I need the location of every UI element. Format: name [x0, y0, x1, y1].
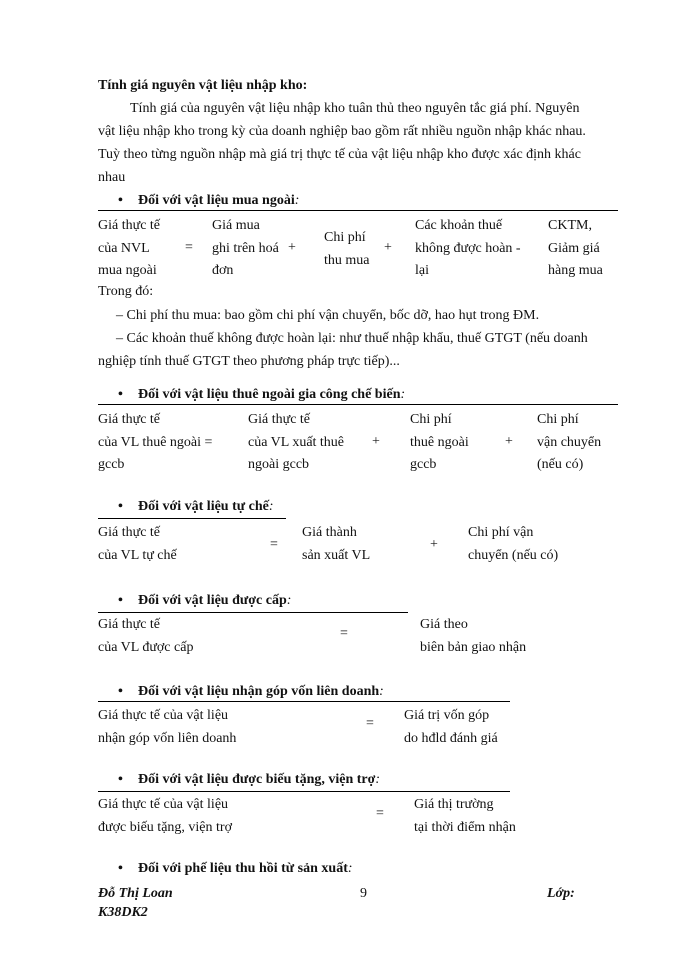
- note-line-3: nghiệp tính thuế GTGT theo phương pháp trực tiếp)...: [98, 354, 400, 369]
- page-number: 9: [360, 886, 367, 901]
- s1-plus-1: +: [288, 240, 296, 255]
- s1-col-actual: Giá thực tế của NVL mua ngoài: [98, 218, 161, 278]
- s4-col-price: Giá theo biên bản giao nhận: [420, 617, 527, 655]
- s5-col-actual: Giá thực tế của vật liệu nhận góp vốn liên doanh: [98, 708, 237, 746]
- divider-line: [98, 210, 618, 211]
- bullet-icon: •: [118, 387, 123, 402]
- bullet-icon: •: [118, 772, 123, 787]
- s2-col-export: Giá thực tế của VL xuất thuê ngoài gccb: [248, 412, 345, 472]
- footer-author: Đỗ Thị Loan: [98, 886, 173, 901]
- s2-col-actual: Giá thực tế của VL thuê ngoài = gccb: [98, 412, 213, 472]
- intro-line-3: Tuỳ theo từng nguồn nhập mà giá trị thực tế của vật liệu nhập kho được xác định khác: [98, 147, 581, 162]
- intro-line-1: Tính giá của nguyên vật liệu nhập kho tuân thủ theo nguyên tắc giá phí. Nguyên: [130, 101, 580, 116]
- s1-equals: =: [185, 240, 193, 255]
- s6-col-actual: Giá thực tế của vật liệu được biếu tặng, viện trợ: [98, 797, 232, 835]
- s4-col-actual: Giá thực tế của VL được cấp: [98, 617, 194, 655]
- s6-equals: =: [376, 806, 384, 821]
- s3-col-transport: Chi phí vận chuyển (nếu có): [468, 525, 559, 563]
- s6-col-market: Giá thị trường tại thời điểm nhận: [414, 797, 516, 835]
- s2-plus-1: +: [372, 434, 380, 449]
- s3-col-cost: Giá thành sản xuất VL: [302, 525, 371, 563]
- heading-bieu-tang: • Đối với vật liệu được biếu tặng, viện trợ:: [118, 772, 381, 787]
- s5-col-value: Giá trị vốn góp do hđld đánh giá: [404, 708, 498, 746]
- section-title: Tính giá nguyên vật liệu nhập kho:: [98, 78, 308, 93]
- s1-plus-2: +: [384, 240, 392, 255]
- bullet-icon: •: [118, 861, 123, 876]
- heading-gia-cong: • Đối với vật liệu thuê ngoài gia công chế biến:: [118, 387, 406, 402]
- note-line-1: – Chi phí thu mua: bao gồm chi phí vận chuyển, bốc dỡ, hao hụt trong ĐM.: [116, 308, 540, 323]
- bullet-icon: •: [118, 193, 123, 208]
- footer-class-code: K38DK2: [98, 905, 148, 920]
- s3-col-actual: Giá thực tế của VL tự chế: [98, 525, 177, 563]
- s1-col-cost: Chi phí thu mua: [324, 230, 370, 268]
- note-title: Trong đó:: [98, 284, 154, 299]
- divider-line: [98, 404, 618, 405]
- s2-col-transport: Chi phí vận chuyển (nếu có): [537, 412, 602, 472]
- heading-duoc-cap: • Đối với vật liệu được cấp:: [118, 593, 292, 608]
- footer-class-label: Lớp:: [547, 886, 575, 901]
- heading-tu-che: • Đối với vật liệu tự chế:: [118, 499, 274, 514]
- divider-line: [98, 701, 510, 702]
- s1-col-tax: Các khoản thuế không được hoàn - lại: [415, 218, 521, 278]
- s2-plus-2: +: [505, 434, 513, 449]
- intro-line-4: nhau: [98, 170, 126, 185]
- divider-line: [98, 612, 408, 613]
- heading-phe-lieu: • Đối với phế liệu thu hồi từ sản xuất:: [118, 861, 353, 876]
- s1-col-discount: CKTM, Giảm giá hàng mua: [548, 218, 603, 278]
- s5-equals: =: [366, 716, 374, 731]
- heading-gop-von: • Đối với vật liệu nhận góp vốn liên doanh:: [118, 684, 384, 699]
- s3-plus: +: [430, 537, 438, 552]
- intro-line-2: vật liệu nhập kho trong kỳ của doanh nghiệp bao gồm rất nhiều nguồn nhập khác nhau.: [98, 124, 586, 139]
- s3-equals: =: [270, 537, 278, 552]
- heading-mua-ngoai: • Đối với vật liệu mua ngoài:: [118, 193, 300, 208]
- divider-line: [98, 791, 510, 792]
- s4-equals: =: [340, 626, 348, 641]
- divider-line: [98, 518, 286, 519]
- s2-col-process: Chi phí thuê ngoài gccb: [410, 412, 469, 472]
- bullet-icon: •: [118, 684, 123, 699]
- note-line-2: – Các khoản thuế không được hoàn lại: như thuế nhập khẩu, thuế GTGT (nếu doanh: [116, 331, 588, 346]
- s1-col-price: Giá mua ghi trên hoá đơn: [212, 218, 279, 278]
- bullet-icon: •: [118, 499, 123, 514]
- bullet-icon: •: [118, 593, 123, 608]
